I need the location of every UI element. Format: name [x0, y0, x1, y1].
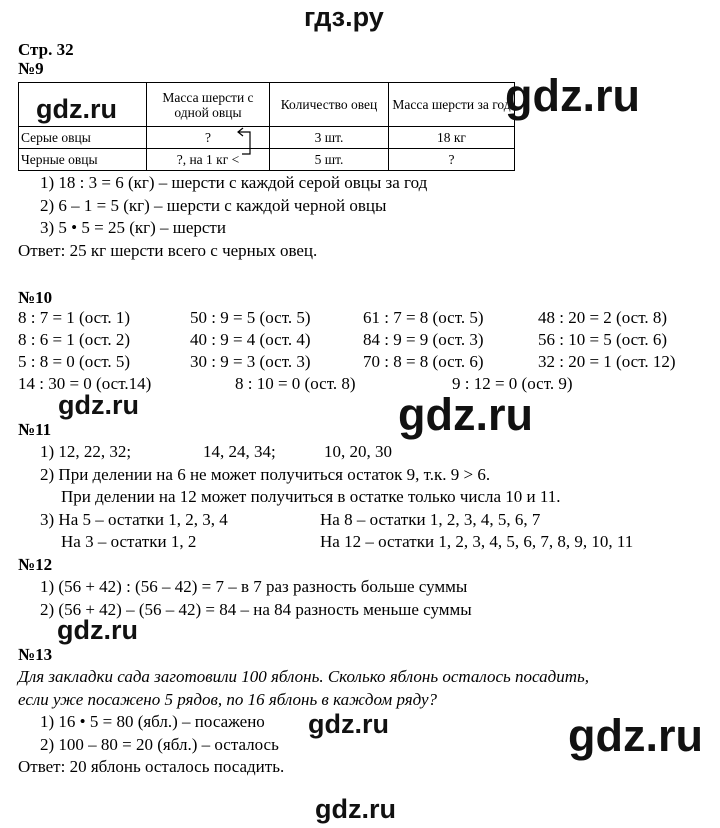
ex13-problem: если уже посажено 5 рядов, по 16 яблонь в каждом ряду?	[18, 690, 438, 709]
watermark: gdz.ru	[36, 94, 117, 124]
table-cell: ?	[147, 127, 270, 149]
ex10-item: 8 : 7 = 1 (ост. 1)	[18, 308, 131, 327]
ex10-item: 48 : 20 = 2 (ост. 8)	[538, 308, 668, 327]
ex11-line: 2) При делении на 6 не может получиться остаток 9, т.к. 9 > 6.	[40, 465, 491, 484]
page-label: Стр. 32	[18, 40, 74, 59]
ex10-item: 8 : 10 = 0 (ост. 8)	[235, 374, 356, 393]
ex12-title: №12	[18, 555, 53, 574]
site-header: гдз.ру	[304, 2, 384, 32]
watermark: gdz.ru	[315, 794, 396, 824]
table-row	[19, 127, 515, 149]
ex10-item: 32 : 20 = 1 (ост. 12)	[538, 352, 676, 371]
table-row	[19, 149, 515, 171]
table-cell: 5 шт.	[270, 149, 389, 171]
ex13-answer: Ответ: 20 яблонь осталось посадить.	[18, 757, 285, 776]
ex10-item: 9 : 12 = 0 (ост. 9)	[452, 374, 573, 393]
ex11-item: 14, 24, 34;	[203, 442, 276, 461]
ex11-item: 1) 12, 22, 32;	[40, 442, 132, 461]
ex9-step: 3) 5 • 5 = 25 (кг) – шерсти	[40, 218, 226, 237]
ex13-title: №13	[18, 645, 53, 664]
table-cell: ?	[389, 149, 515, 171]
ex11-line: При делении на 12 может получиться в остатке только числа 10 и 11.	[61, 487, 561, 506]
ex13-problem: Для закладки сада заготовили 100 яблонь. Сколько яблонь осталось посадить,	[18, 667, 589, 686]
table-header-cell: Масса шерсти с одной овцы	[147, 83, 270, 127]
watermark: gdz.ru	[308, 709, 389, 739]
table-cell: Серые овцы	[19, 127, 147, 149]
watermark: gdz.ru	[57, 615, 138, 645]
ex13-step: 1) 16 • 5 = 80 (ябл.) – посажено	[40, 712, 265, 731]
ex11-item: 10, 20, 30	[324, 442, 392, 461]
ex12-step: 2) (56 + 42) – (56 – 42) = 84 – на 84 разность меньше суммы	[40, 600, 472, 619]
ex9-answer: Ответ: 25 кг шерсти всего с черных овец.	[18, 241, 318, 260]
table-header-cell: Количество овец	[270, 83, 389, 127]
ex11-title: №11	[18, 420, 52, 439]
ex10-item: 84 : 9 = 9 (ост. 3)	[363, 330, 484, 349]
ex10-title: №10	[18, 288, 53, 307]
ex10-item: 5 : 8 = 0 (ост. 5)	[18, 352, 131, 371]
ex12-step: 1) (56 + 42) : (56 – 42) = 7 – в 7 раз разность больше суммы	[40, 577, 468, 596]
ex11-item: 3) На 5 – остатки 1, 2, 3, 4	[40, 510, 228, 529]
ex11-item: На 8 – остатки 1, 2, 3, 4, 5, 6, 7	[320, 510, 541, 529]
table-cell: 18 кг	[389, 127, 515, 149]
ex9-step: 1) 18 : 3 = 6 (кг) – шерсти с каждой серой овцы за год	[40, 173, 428, 192]
arrow-icon	[236, 124, 266, 164]
watermark: gdz.ru	[398, 389, 533, 440]
ex10-item: 14 : 30 = 0 (ост.14)	[18, 374, 152, 393]
table-cell: 3 шт.	[270, 127, 389, 149]
table-cell: Черные овцы	[19, 149, 147, 171]
ex11-item: На 12 – остатки 1, 2, 3, 4, 5, 6, 7, 8, 9, 10, 11	[320, 532, 634, 551]
watermark: gdz.ru	[58, 390, 139, 420]
watermark: gdz.ru	[505, 70, 640, 121]
ex10-item: 50 : 9 = 5 (ост. 5)	[190, 308, 311, 327]
ex10-item: 40 : 9 = 4 (ост. 4)	[190, 330, 311, 349]
ex9-step: 2) 6 – 1 = 5 (кг) – шерсти с каждой черной овцы	[40, 196, 387, 215]
table-cell: ?, на 1 кг <	[147, 149, 270, 171]
watermark: gdz.ru	[568, 710, 703, 761]
table-header-cell: Масса шерсти за год	[389, 83, 515, 127]
ex10-item: 30 : 9 = 3 (ост. 3)	[190, 352, 311, 371]
ex9-title: №9	[18, 59, 44, 78]
ex10-item: 8 : 6 = 1 (ост. 2)	[18, 330, 131, 349]
ex10-item: 56 : 10 = 5 (ост. 6)	[538, 330, 668, 349]
ex13-step: 2) 100 – 80 = 20 (ябл.) – осталось	[40, 735, 279, 754]
ex10-item: 70 : 8 = 8 (ост. 6)	[363, 352, 484, 371]
ex11-item: На 3 – остатки 1, 2	[61, 532, 197, 551]
ex10-item: 61 : 7 = 8 (ост. 5)	[363, 308, 484, 327]
